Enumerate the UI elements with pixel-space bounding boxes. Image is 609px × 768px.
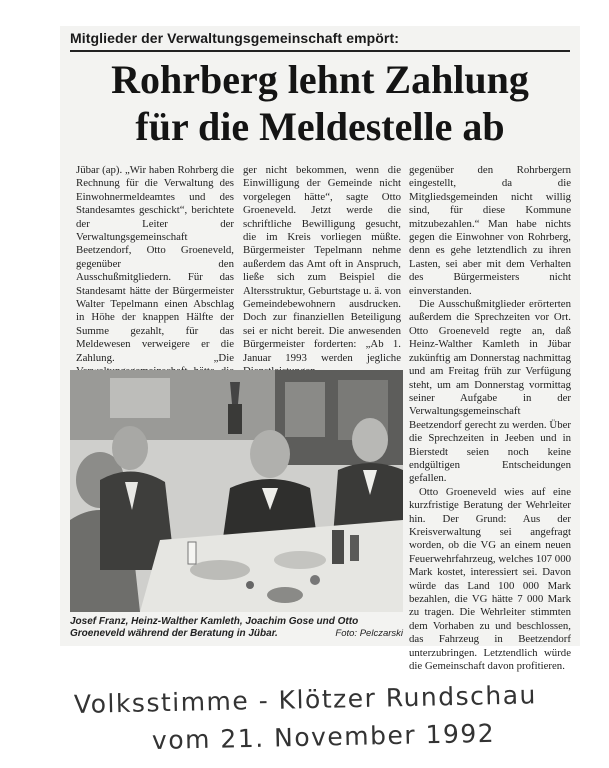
article-headline	[60, 56, 580, 150]
article-kicker: Mitglieder der Verwaltungsgemeinschaft empört:	[70, 30, 399, 46]
meeting-photo	[70, 370, 403, 612]
handwritten-date-note: vom 21. November 1992	[151, 718, 496, 755]
article-column-1	[76, 164, 234, 392]
paragraph: Die Ausschußmitglieder erörterten außerdem die Sprechzeiten vor Ort. Otto Groeneveld regte an, daß Heinz-Walther Kamleth in Jübar zukünftig am Donnerstag nachmittag und am Freitag früh zur Verfügung steht, um am Donnerstag vormittag seiner Aufgabe in der Verwaltungsgemeinschaft Beetzendorf gerecht zu werden. Über die Sprechzeiten in Jeeben und in Bierstedt seien noch keine endgültigen Entscheidungen gefallen.	[409, 298, 571, 485]
photo-caption	[70, 616, 403, 640]
photo-caption-text: Josef Franz, Heinz-Walther Kamleth, Joachim Gose und Otto Groeneveld während der Beratung in Jübar.	[70, 616, 359, 639]
kicker-rule	[70, 50, 570, 52]
handwritten-source-note: Volksstimme - Klötzer Rundschau	[73, 680, 538, 719]
newspaper-clipping	[60, 26, 580, 673]
meeting-photo-illustration	[70, 370, 403, 612]
paragraph: Otto Groeneveld wies auf eine kurzfristige Beratung der Wehrleiter hin. Der Grund: Aus der Kreisverwaltung sei angefragt worden, ob die VG an einem neuen Feuerwehrfahrzeug, welches 107 000 Mark kostet, interessiert sei. Davon würde das Land 100 000 Mark bezahlen, die VG hätte 7 000 Mark zu tragen. Die Wehrleiter stimmten dem Vorhaben zu und beschlossen, das Fahrzeug in Beetzendorf unterzubringen. Letztendlich würde die Gemeinschaft davon profitieren.	[409, 485, 571, 673]
paragraph: ger nicht bekommen, wenn die Einwilligung der Gemeinde nicht vorgelegen hätte“, sagte Otto Groeneveld. Jetzt werde die schriftliche Bewilligung gesucht, die im Kreis vorliegen müßte. Bürgermeister Tepelmann nehme außerdem das Amt oft in Anspruch, ließe sich zum Beispiel die Altersstruktur, Geburtstage u. ä. von Gemeindebewohnern ausdrucken. Doch zur finanziellen Beteiligung sei er nicht bereit. Die anwesenden Bürgermeister forderten: „Ab 1. Januar 1993 werden jegliche	[243, 164, 401, 364]
paragraph: Jübar (ap). „Wir haben Rohrberg die Rechnung für die Verwaltung des Einwohnermeldeamtes und des Standesamtes geschickt“, berichtete der Leiter der Verwaltungsgemeinschaft Beetzendorf, Otto Groeneveld, gegenüber den Ausschußmitgliedern. Für das Standesamt hätte der Bürgermeister Walter Tepelmann einen Abschlag in Höhe der knappen Hälfte der Summe gezahlt, für das Meldewesen verweigere er die Zahlung. „Die	[76, 164, 234, 364]
photo-credit: Foto: Pelczarski	[335, 628, 403, 639]
article-column-2	[243, 164, 401, 379]
headline-line-2: für die Meldestelle ab	[135, 104, 505, 149]
paragraph: gegenüber den Rohrbergern eingestellt, da die Mitgliedsgemeinden nicht willig sind, für diese Kommune mitzubezahlen.“ Man habe nichts gegen die Einwohner von Rohrberg, denn es gehe letztendlich zu ihren Lasten, sei aber mit dem Verhalten des Bürgermeisters nicht einverstanden.	[409, 164, 571, 297]
article-column-3	[409, 164, 571, 673]
headline-line-1: Rohrberg lehnt Zahlung	[111, 57, 529, 102]
